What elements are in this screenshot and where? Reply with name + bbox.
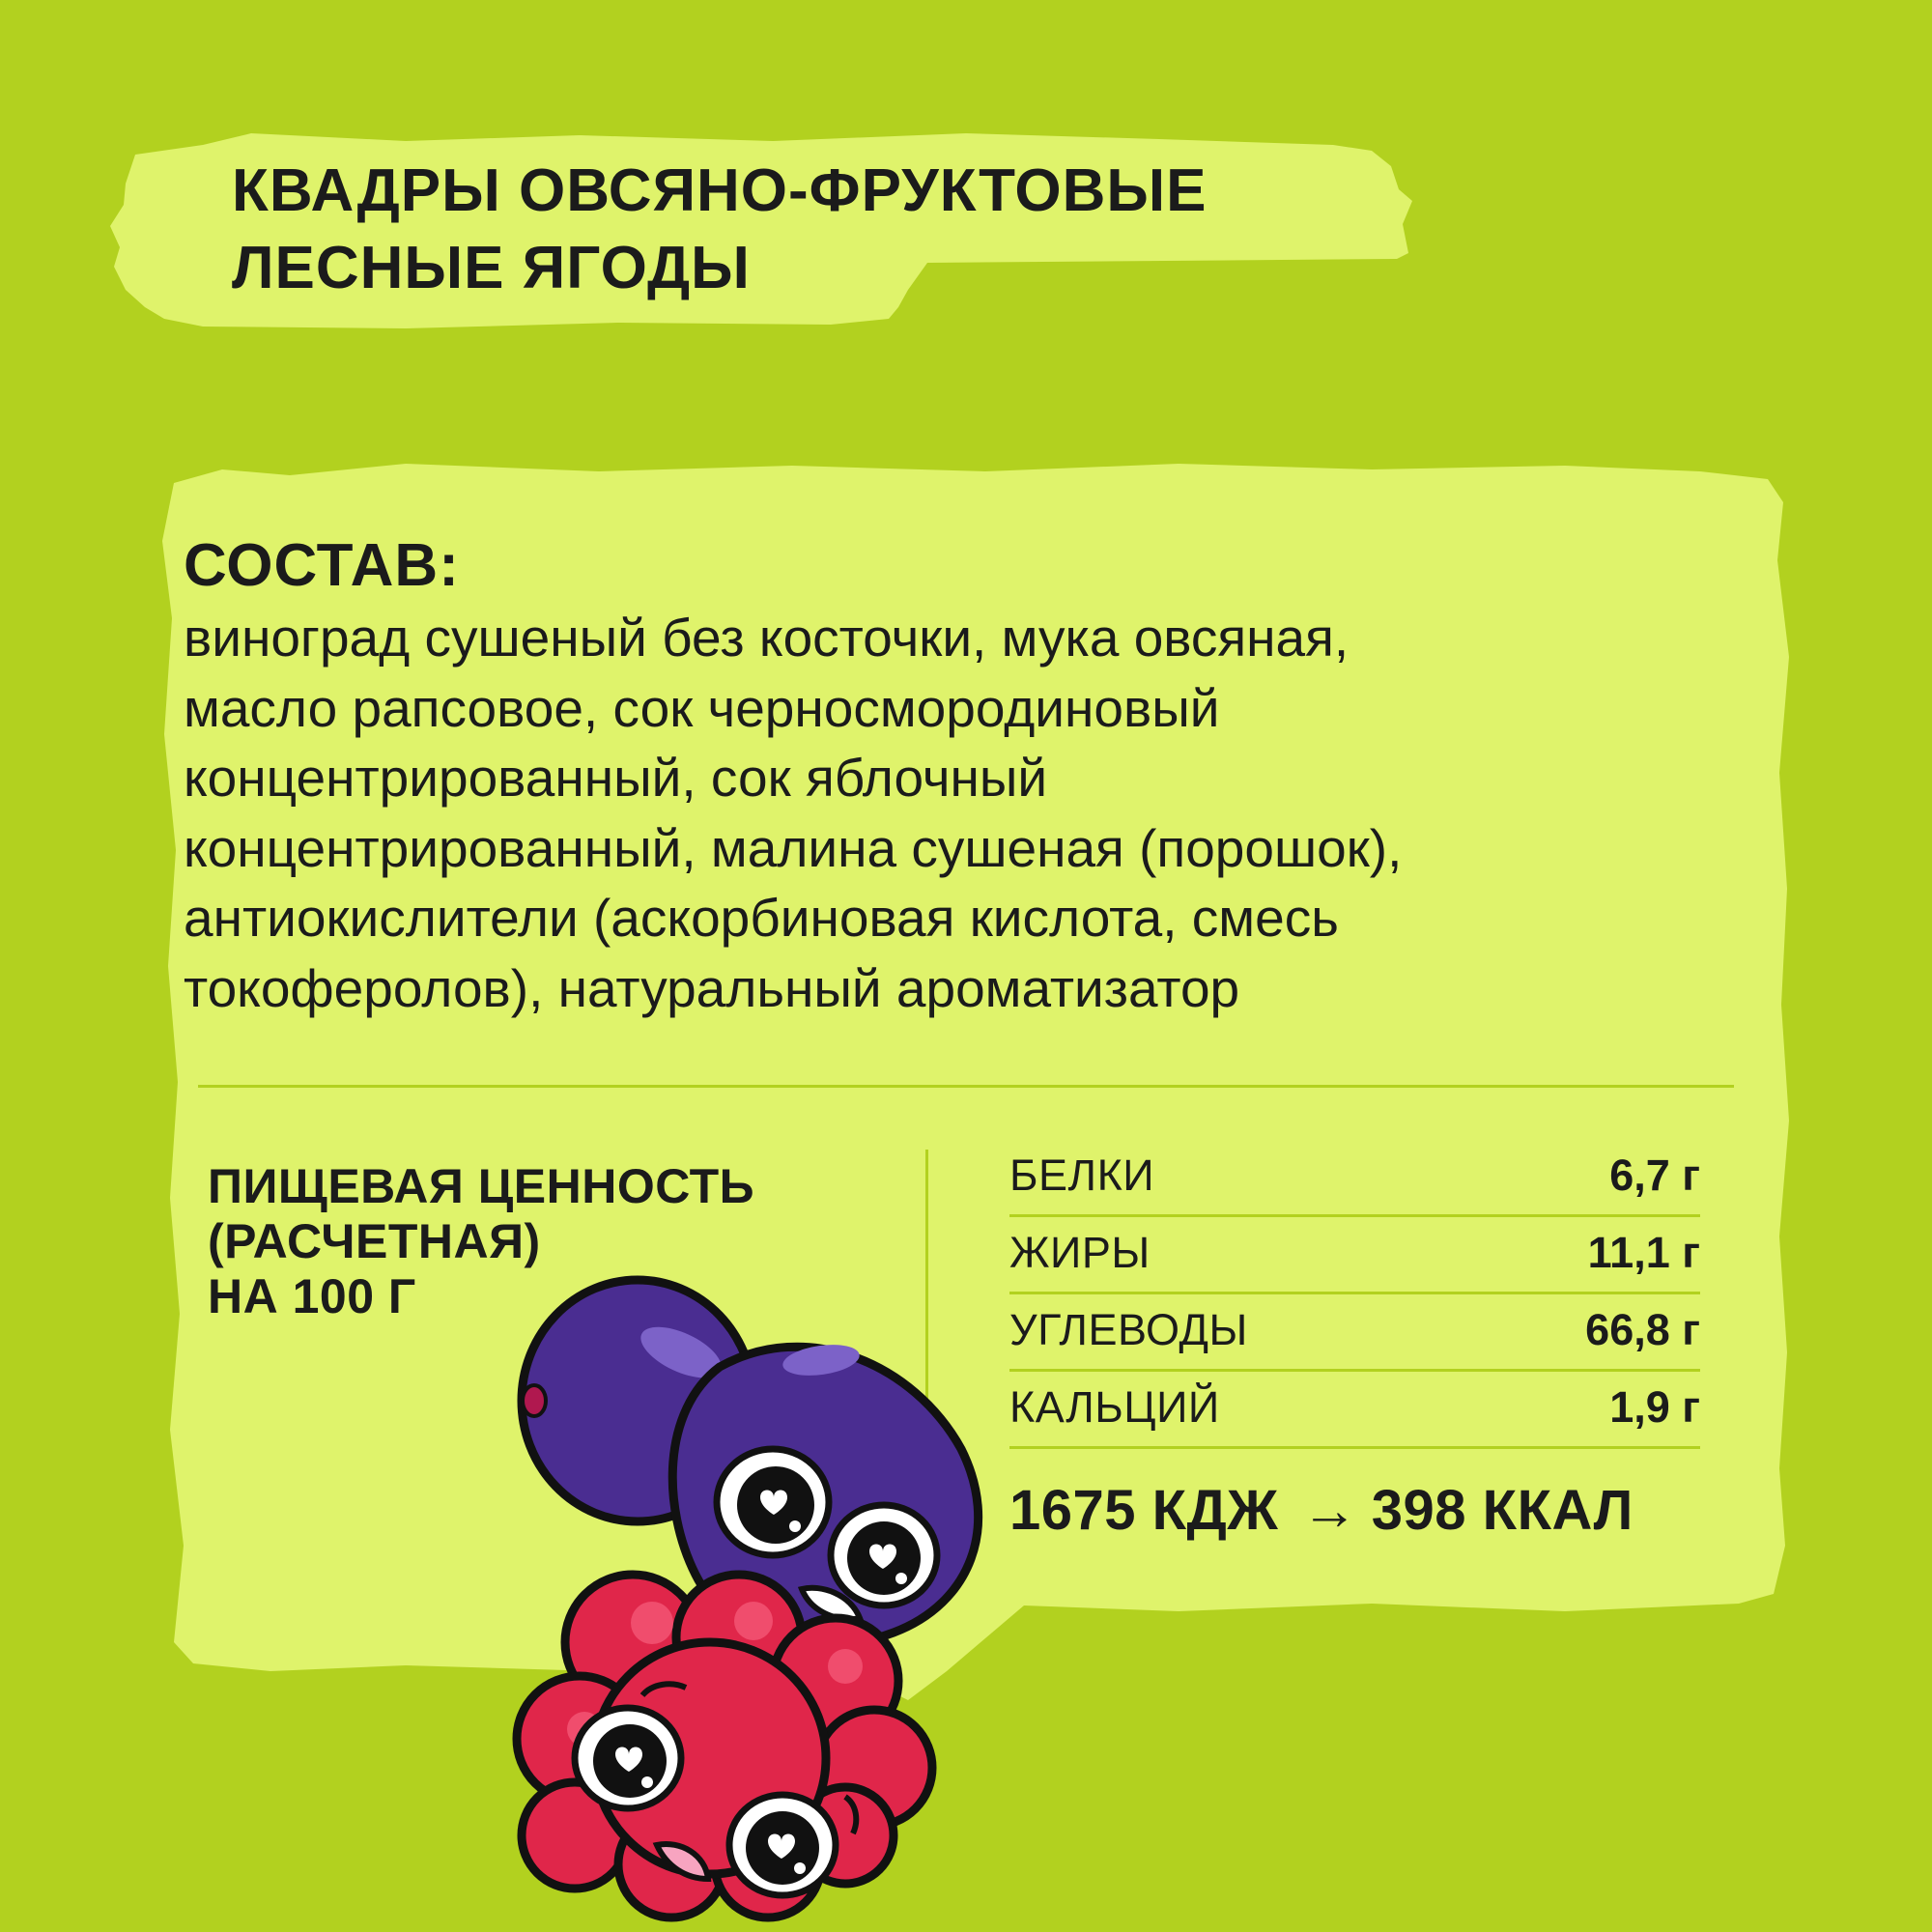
- composition-text: [184, 603, 1748, 1023]
- nutrient-name: УГЛЕВОДЫ: [1009, 1305, 1248, 1354]
- composition-line: концентрированный, малина сушеная (порошок),: [184, 817, 1403, 878]
- energy-kcal: 398 ККАЛ: [1371, 1479, 1634, 1542]
- nutrient-row: [1009, 1372, 1700, 1449]
- nutrient-row: [1009, 1294, 1700, 1372]
- blueberry-eye-right: [831, 1505, 937, 1605]
- nutrient-row: [1009, 1217, 1700, 1294]
- composition-line: концентрированный, сок яблочный: [184, 748, 1048, 808]
- product-title-line-2: ЛЕСНЫЕ ЯГОДЫ: [232, 235, 751, 301]
- nutrient-value: 1,9 г: [1609, 1382, 1700, 1432]
- nutrition-heading-line: (РАСЧЕТНАЯ): [208, 1214, 541, 1268]
- arrow-right-icon: →: [1301, 1479, 1358, 1542]
- nutrient-row: [1009, 1140, 1700, 1217]
- nutrient-value: 11,1 г: [1587, 1228, 1700, 1277]
- composition-line: масло рапсовое, сок черносмородиновый: [184, 677, 1220, 738]
- composition-line: виноград сушеный без косточки, мука овсяная,: [184, 608, 1350, 668]
- product-title: [232, 153, 1207, 307]
- raspberry-eye-right: [729, 1795, 836, 1895]
- energy-value: [1009, 1478, 1715, 1543]
- nutrient-value: 6,7 г: [1609, 1151, 1700, 1200]
- nutrient-name: БЕЛКИ: [1009, 1151, 1155, 1200]
- product-title-line-1: КВАДРЫ ОВСЯНО-ФРУКТОВЫЕ: [232, 157, 1208, 224]
- composition-heading: СОСТАВ:: [184, 532, 460, 599]
- blueberry-eye-left: [717, 1449, 829, 1555]
- nutrition-heading-line: ПИЩЕВАЯ ЦЕННОСТЬ: [208, 1159, 755, 1213]
- nutrient-name: КАЛЬЦИЙ: [1009, 1382, 1220, 1432]
- berries-mascot-icon: [488, 1256, 1019, 1922]
- energy-kj: 1675 КДЖ: [1009, 1479, 1279, 1542]
- composition-line: антиокислители (аскорбиновая кислота, смесь: [184, 888, 1339, 948]
- section-divider: [198, 1085, 1734, 1088]
- nutrient-name: ЖИРЫ: [1009, 1228, 1151, 1277]
- composition-line: токоферолов), натуральный ароматизатор: [184, 957, 1240, 1018]
- nutrition-heading-line: НА 100 Г: [208, 1269, 416, 1323]
- nutrition-table: [1009, 1140, 1700, 1449]
- nutrient-value: 66,8 г: [1585, 1305, 1700, 1354]
- raspberry-eye-left: [575, 1708, 681, 1808]
